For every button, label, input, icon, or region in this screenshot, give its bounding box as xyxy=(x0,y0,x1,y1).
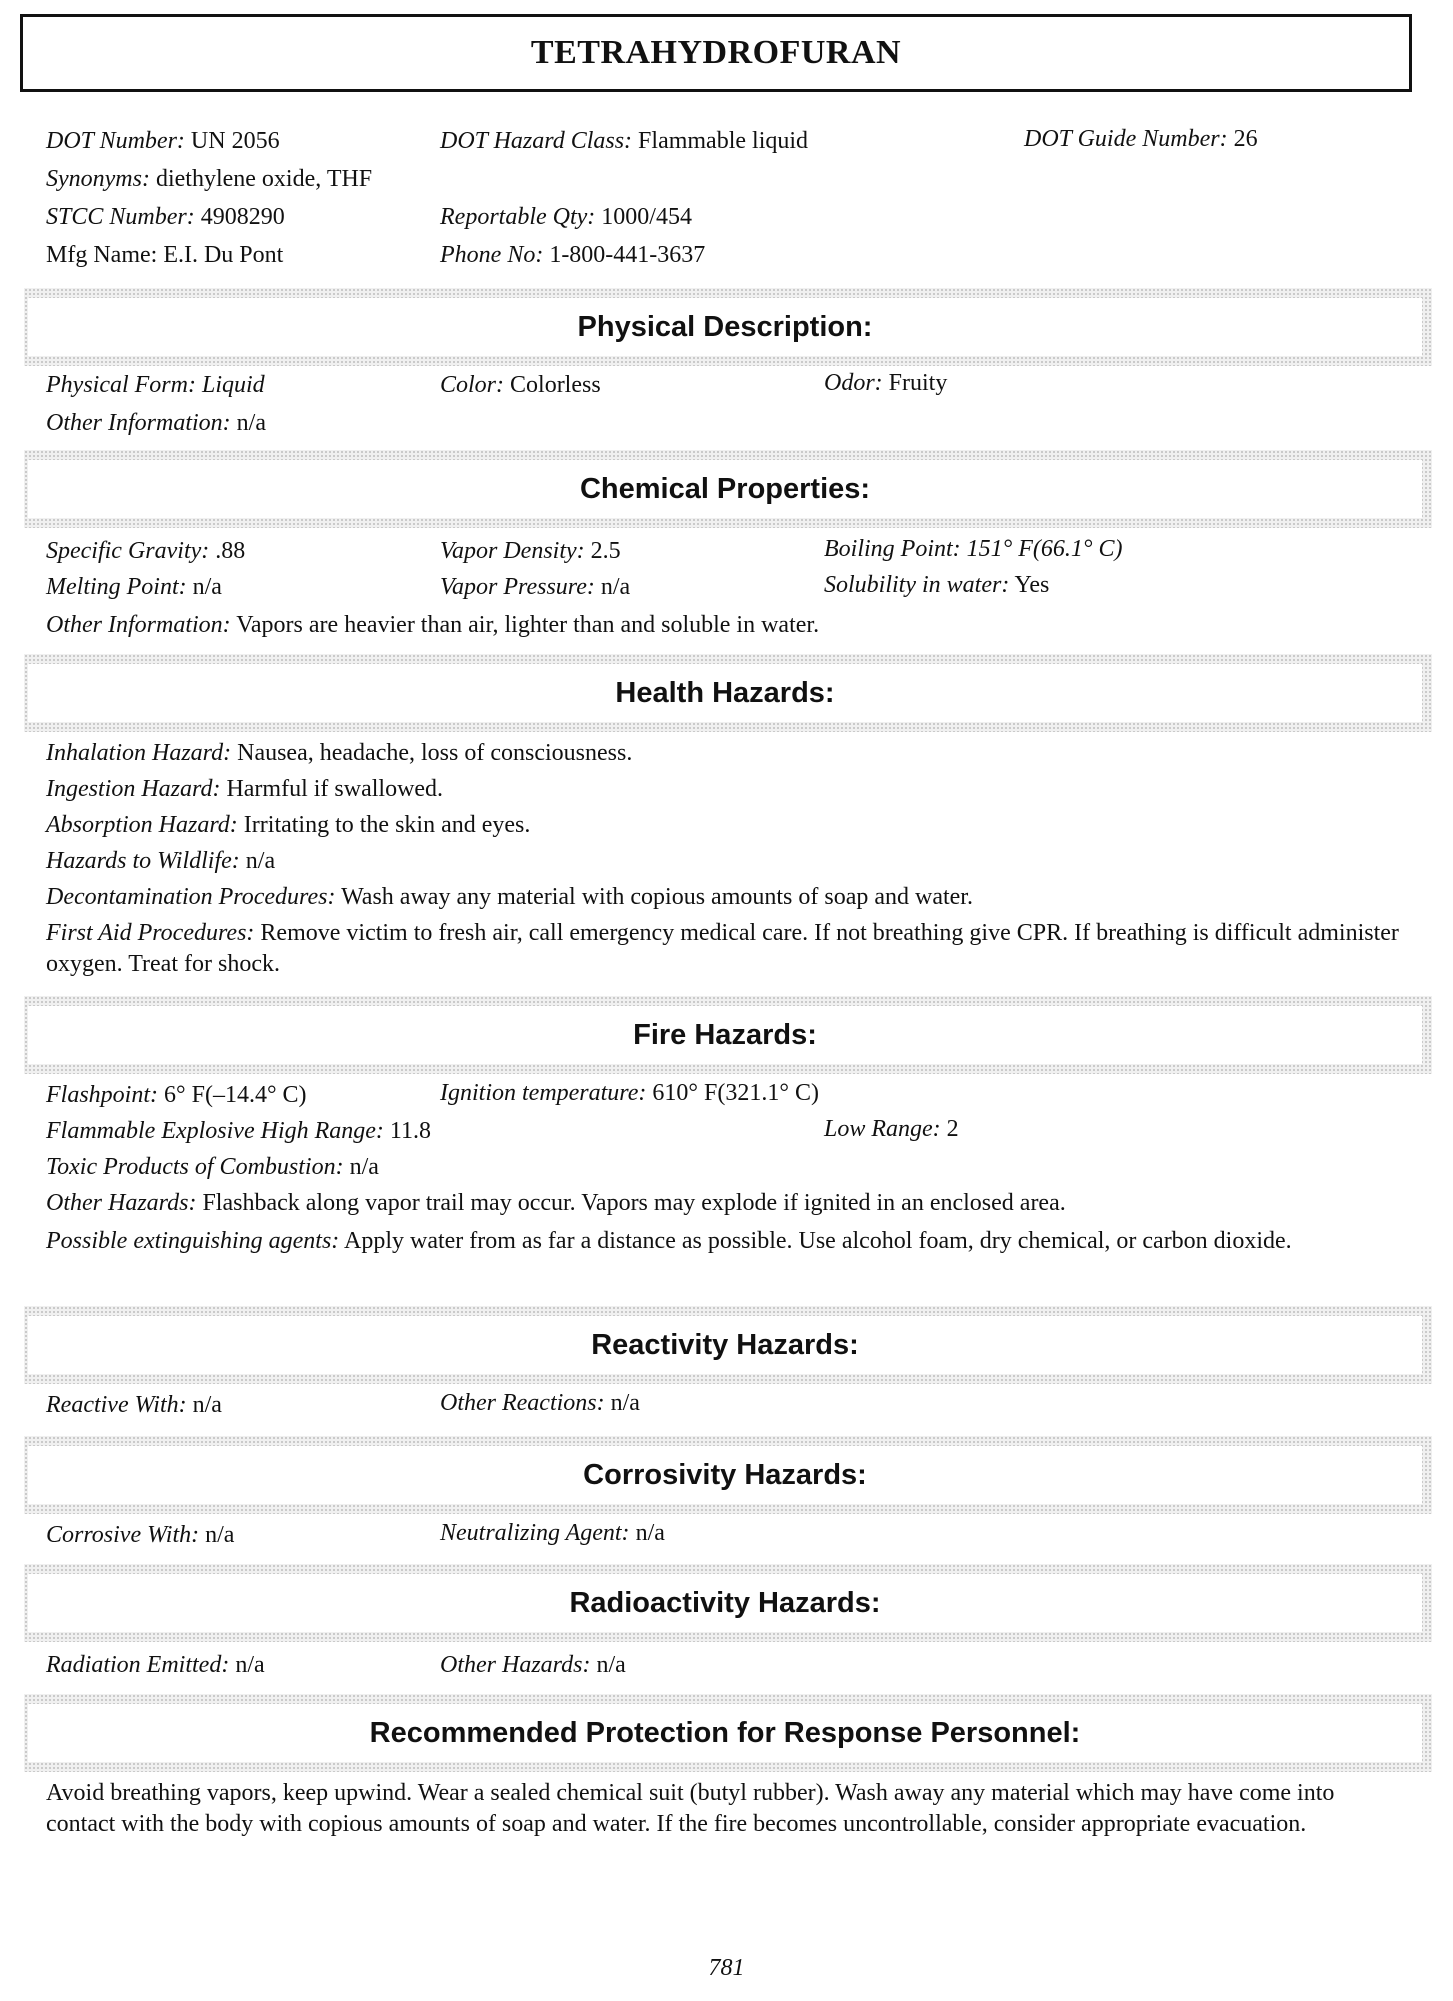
ignition-temperature-field: Ignition temperature: 610° F(321.1° C) xyxy=(440,1080,819,1106)
corrosive-with-field: Corrosive With: n/a xyxy=(46,1522,235,1548)
chemical-properties-section-header xyxy=(24,450,1432,528)
dot-guide-number-field: DOT Guide Number: 26 xyxy=(1024,126,1258,152)
reactivity-hazards-heading: Reactivity Hazards: xyxy=(591,1328,859,1361)
stcc-number-field: STCC Number: 4908290 xyxy=(46,204,285,230)
mfg-name-field: Mfg Name: E.I. Du Pont xyxy=(46,242,284,268)
title-box xyxy=(20,14,1412,92)
protection-text: Avoid breathing vapors, keep upwind. Wear a sealed chemical suit (butyl rubber). Wash away any material which may have come into contact with the body with copious amounts of soap and water. If the fire becomes uncontrollable, consider appropriate evacuation. xyxy=(46,1780,1335,1837)
physical-description-section-header xyxy=(24,288,1432,366)
extinguishing-agents-field: Possible extinguishing agents: Apply water from as far a distance as possible. Use alcohol foam, dry chemical, or carbon dioxide. xyxy=(46,1228,1292,1254)
flammable-high-range-field: Flammable Explosive High Range: 11.8 xyxy=(46,1118,432,1144)
flashpoint-field: Flashpoint: 6° F(–14.4° C) xyxy=(46,1082,307,1108)
toxic-products-field: Toxic Products of Combustion: n/a xyxy=(46,1154,379,1180)
vapor-pressure-field: Vapor Pressure: n/a xyxy=(440,574,631,600)
protection-section-header xyxy=(24,1694,1432,1772)
radioactivity-hazards-heading: Radioactivity Hazards: xyxy=(569,1586,881,1619)
physical-form-field: Physical Form: Liquid xyxy=(46,372,265,398)
wildlife-hazard-field: Hazards to Wildlife: n/a xyxy=(46,848,276,874)
radiation-emitted-field: Radiation Emitted: n/a xyxy=(46,1652,265,1678)
boiling-point-field: Boiling Point: 151° F(66.1° C) xyxy=(824,536,1123,562)
protection-heading: Recommended Protection for Response Personnel: xyxy=(369,1716,1081,1749)
chemical-properties-heading: Chemical Properties: xyxy=(579,472,871,505)
decontamination-field: Decontamination Procedures: Wash away any material with copious amounts of soap and water. xyxy=(46,884,973,910)
color-field: Color: Colorless xyxy=(440,372,601,398)
physical-description-heading: Physical Description: xyxy=(577,310,873,343)
dot-hazard-class-field: DOT Hazard Class: Flammable liquid xyxy=(440,128,809,154)
synonyms-field: Synonyms: diethylene oxide, THF xyxy=(46,166,373,192)
ingestion-hazard-field: Ingestion Hazard: Harmful if swallowed. xyxy=(46,776,444,802)
corrosivity-hazards-section-header xyxy=(24,1436,1432,1514)
absorption-hazard-field: Absorption Hazard: Irritating to the skin and eyes. xyxy=(46,812,531,838)
inhalation-hazard-field: Inhalation Hazard: Nausea, headache, loss of consciousness. xyxy=(46,740,633,766)
reactive-with-field: Reactive With: n/a xyxy=(46,1392,222,1418)
page-number: 781 xyxy=(708,1955,745,1981)
reportable-qty-field: Reportable Qty: 1000/454 xyxy=(440,204,692,230)
phone-no-field: Phone No: 1-800-441-3637 xyxy=(440,242,706,268)
radioactivity-hazards-section-header xyxy=(24,1564,1432,1642)
chemical-other-info-field: Other Information: Vapors are heavier than air, lighter than and soluble in water. xyxy=(46,612,820,638)
radioactivity-other-hazards-field: Other Hazards: n/a xyxy=(440,1652,626,1678)
corrosivity-hazards-heading: Corrosivity Hazards: xyxy=(583,1458,867,1491)
reactivity-hazards-section-header xyxy=(24,1306,1432,1384)
physical-other-info-field: Other Information: n/a xyxy=(46,410,266,436)
dot-number-field: DOT Number: UN 2056 xyxy=(46,128,280,154)
specific-gravity-field: Specific Gravity: .88 xyxy=(46,538,246,564)
other-fire-hazards-field: Other Hazards: Flashback along vapor trail may occur. Vapors may explode if ignited in an enclosed area. xyxy=(46,1190,1066,1216)
health-hazards-section-header xyxy=(24,654,1432,732)
health-hazards-heading: Health Hazards: xyxy=(615,676,835,709)
other-reactions-field: Other Reactions: n/a xyxy=(440,1390,640,1416)
melting-point-field: Melting Point: n/a xyxy=(46,574,222,600)
fire-hazards-section-header xyxy=(24,996,1432,1074)
odor-field: Odor: Fruity xyxy=(824,370,948,396)
solubility-field: Solubility in water: Yes xyxy=(824,572,1050,598)
low-range-field: Low Range: 2 xyxy=(824,1116,959,1142)
neutralizing-agent-field: Neutralizing Agent: n/a xyxy=(440,1520,665,1546)
vapor-density-field: Vapor Density: 2.5 xyxy=(440,538,621,564)
first-aid-field: First Aid Procedures: Remove victim to fresh air, call emergency medical care. If not breathing give CPR. If breathing is difficult administer oxygen. Treat for shock. xyxy=(46,920,1399,977)
fire-hazards-heading: Fire Hazards: xyxy=(633,1018,817,1051)
document-title: TETRAHYDROFURAN xyxy=(530,34,902,71)
